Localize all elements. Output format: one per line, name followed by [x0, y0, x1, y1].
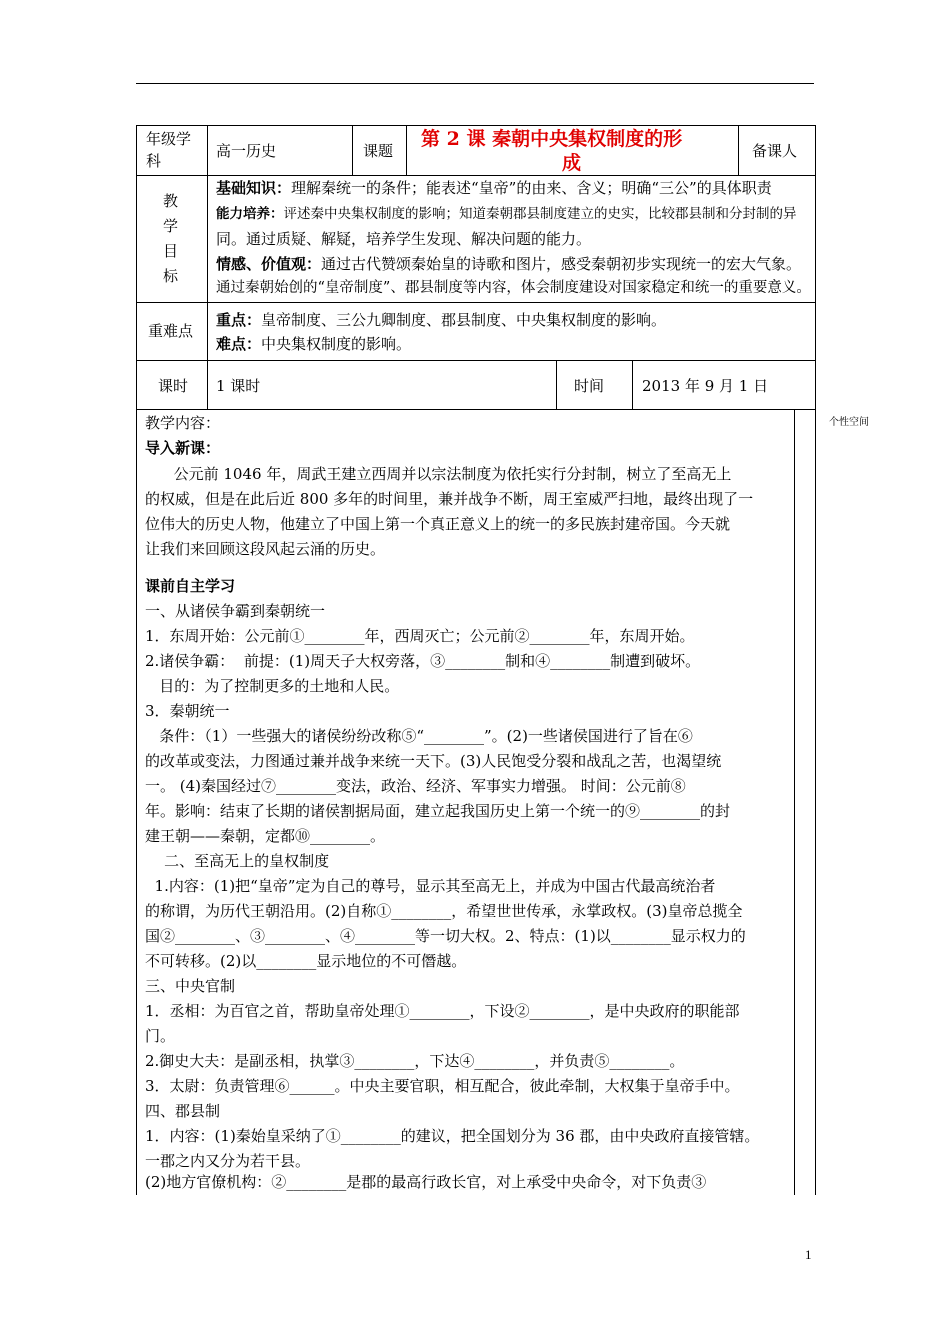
difficult-point	[216, 333, 411, 355]
ability-text: 评述秦中央集权制度的影响；知道秦朝郡县制度建立的史实，比较郡县制和分封制的异	[283, 206, 797, 222]
emotion-values	[216, 253, 801, 275]
ability-training	[216, 203, 797, 225]
key-label: 重点：	[216, 311, 262, 329]
content-line: 3．太尉：负责管理⑥______。中央主要官职，相互配合，彼此牵制，大权集于皇帝手中。	[145, 1077, 740, 1095]
content-heading: 课前自主学习	[145, 577, 236, 595]
content-line: 一。 (4)秦国经过⑦________变法，政治、经济、军事实力增强。 时间：公元前⑧	[145, 777, 686, 795]
content-line: 让我们来回顾这段风起云涌的历史。	[145, 540, 386, 558]
content-line: 四、郡县制	[145, 1102, 221, 1120]
col-divider	[207, 125, 208, 175]
header-rule	[136, 83, 814, 84]
basic-knowledge	[216, 177, 772, 199]
col-divider	[556, 360, 557, 409]
content-line: 的称谓，为历代王朝沿用。(2)自称①________，希望世世传承，永掌政权。(3)皇帝总揽全	[145, 902, 743, 920]
emotion-label: 情感、价值观：	[216, 255, 322, 273]
col-divider	[632, 360, 633, 409]
personal-space-label: 个性空间	[829, 417, 869, 428]
col-divider	[207, 302, 208, 360]
preparer-label: 备课人	[752, 142, 798, 160]
content-line: 三、中央官制	[145, 977, 236, 995]
content-line: 二、至高无上的皇权制度	[145, 852, 330, 870]
emotion-text-cont: 通过秦朝始创的“皇帝制度”、郡县制度等内容，体会制度建设对国家稳定和统一的重要意义。	[216, 280, 811, 296]
content-line: 一、从诸侯争霸到秦朝统一	[145, 602, 326, 620]
col-divider	[406, 125, 407, 175]
content-line: 的改革或变法，力图通过兼并战争来统一天下。(3)人民饱受分裂和战乱之苦，也渴望统	[145, 752, 722, 770]
row-divider	[136, 302, 816, 303]
content-line: 2.御史大夫：是副丞相，执掌③________，下达④________，并负责⑤________。	[145, 1052, 685, 1070]
row-divider	[136, 175, 816, 176]
content-line: 国②________、③________、④________等一切大权。2、特点：(1)以________显示权力的	[145, 927, 746, 945]
grade-value: 高一历史	[216, 142, 277, 160]
content-line: 1.内容：(1)把“皇帝”定为自己的尊号，显示其至高无上，并成为中国古代最高统治者	[145, 877, 716, 895]
period-label: 课时	[158, 377, 189, 395]
content-line: 1．内容：(1)秦始皇采纳了①________的建议，把全国划分为 36 郡，由中央政府直接管辖。	[145, 1127, 760, 1145]
content-line: 目的：为了控制更多的土地和人民。	[145, 677, 400, 695]
content-line: 不可转移。(2)以________显示地位的不可僭越。	[145, 952, 467, 970]
keypoints-label: 重难点	[148, 322, 194, 340]
content-line: 位伟大的历史人物，他建立了中国上第一个真正意义上的统一的多民族封建帝国。今天就	[145, 515, 731, 533]
ability-label: 能力培养：	[216, 206, 284, 222]
col-divider	[794, 409, 795, 1195]
objectives-label-4: 标	[163, 267, 179, 285]
col-divider	[207, 175, 208, 302]
content-heading: 导入新课：	[145, 439, 221, 457]
content-line: 一郡之内又分为若干县。	[145, 1152, 311, 1170]
content-line: 公元前 1046 年，周武王建立西周并以宗法制度为依托实行分封制，树立了至高无上	[145, 465, 732, 483]
basic-text: 理解秦统一的条件；能表述“皇帝”的由来、含义；明确“三公”的具体职责	[291, 179, 772, 197]
col-divider	[738, 125, 739, 175]
key-text: 皇帝制度、三公九卿制度、郡县制度、中央集权制度的影响。	[261, 311, 667, 329]
content-line: 3．秦朝统一	[145, 702, 230, 720]
content-line: 教学内容：	[145, 414, 221, 432]
time-value: 2013 年 9 月 1 日	[642, 377, 769, 395]
content-line: (2)地方官僚机构：②________是郡的最高行政长官，对上承受中央命令，对下负责③	[145, 1173, 707, 1191]
grade-label: 年级学科	[146, 130, 192, 170]
time-label: 时间	[574, 377, 605, 395]
diff-label: 难点：	[216, 335, 262, 353]
content-line: 的权威，但是在此后近 800 多年的时间里，兼并战争不断，周王室威严扫地，最终出现了一	[145, 490, 754, 508]
content-line: 建王朝——秦朝，定都⑩________。	[145, 827, 386, 845]
row-divider	[136, 409, 816, 410]
content-line: 条件：（1）一些强大的诸侯纷纷改称⑤“________”。(2)一些诸侯国进行了旨在⑥	[145, 727, 693, 745]
content-line: 年。影响：结束了长期的诸侯割据局面，建立起我国历史上第一个统一的⑨________的封	[145, 802, 731, 820]
col-divider	[352, 125, 353, 175]
col-divider	[815, 125, 816, 175]
lesson-title-cont: 成	[562, 152, 582, 174]
col-divider	[207, 360, 208, 409]
page-number: 1	[805, 1247, 812, 1262]
diff-text: 中央集权制度的影响。	[261, 335, 412, 353]
ability-text-cont: 同。通过质疑、解疑，培养学生发现、解决问题的能力。	[216, 230, 592, 248]
content-line: 2.诸侯争霸： 前提：(1)周天子大权旁落，③________制和④________制遭到破坏。	[145, 652, 701, 670]
objectives-label-2: 学	[163, 217, 179, 235]
period-value: 1 课时	[216, 377, 261, 395]
objectives-label-1: 教	[163, 192, 179, 210]
content-line: 门。	[145, 1027, 176, 1045]
key-point	[216, 309, 666, 331]
objectives-label-3: 目	[163, 242, 179, 260]
emotion-text: 通过古代赞颂秦始皇的诗歌和图片，感受秦朝初步实现统一的宏大气象。	[321, 255, 802, 273]
basic-label: 基础知识：	[216, 179, 292, 197]
row-divider	[136, 360, 816, 361]
lesson-title: 第 2 课 秦朝中央集权制度的形	[421, 128, 683, 150]
content-line: 1．东周开始：公元前①________年，西周灭亡；公元前②________年，东周开始。	[145, 627, 695, 645]
content-line: 1．丞相：为百官之首，帮助皇帝处理①________，下设②________，是中央政府的职能部	[145, 1002, 740, 1020]
topic-label: 课题	[363, 142, 394, 160]
